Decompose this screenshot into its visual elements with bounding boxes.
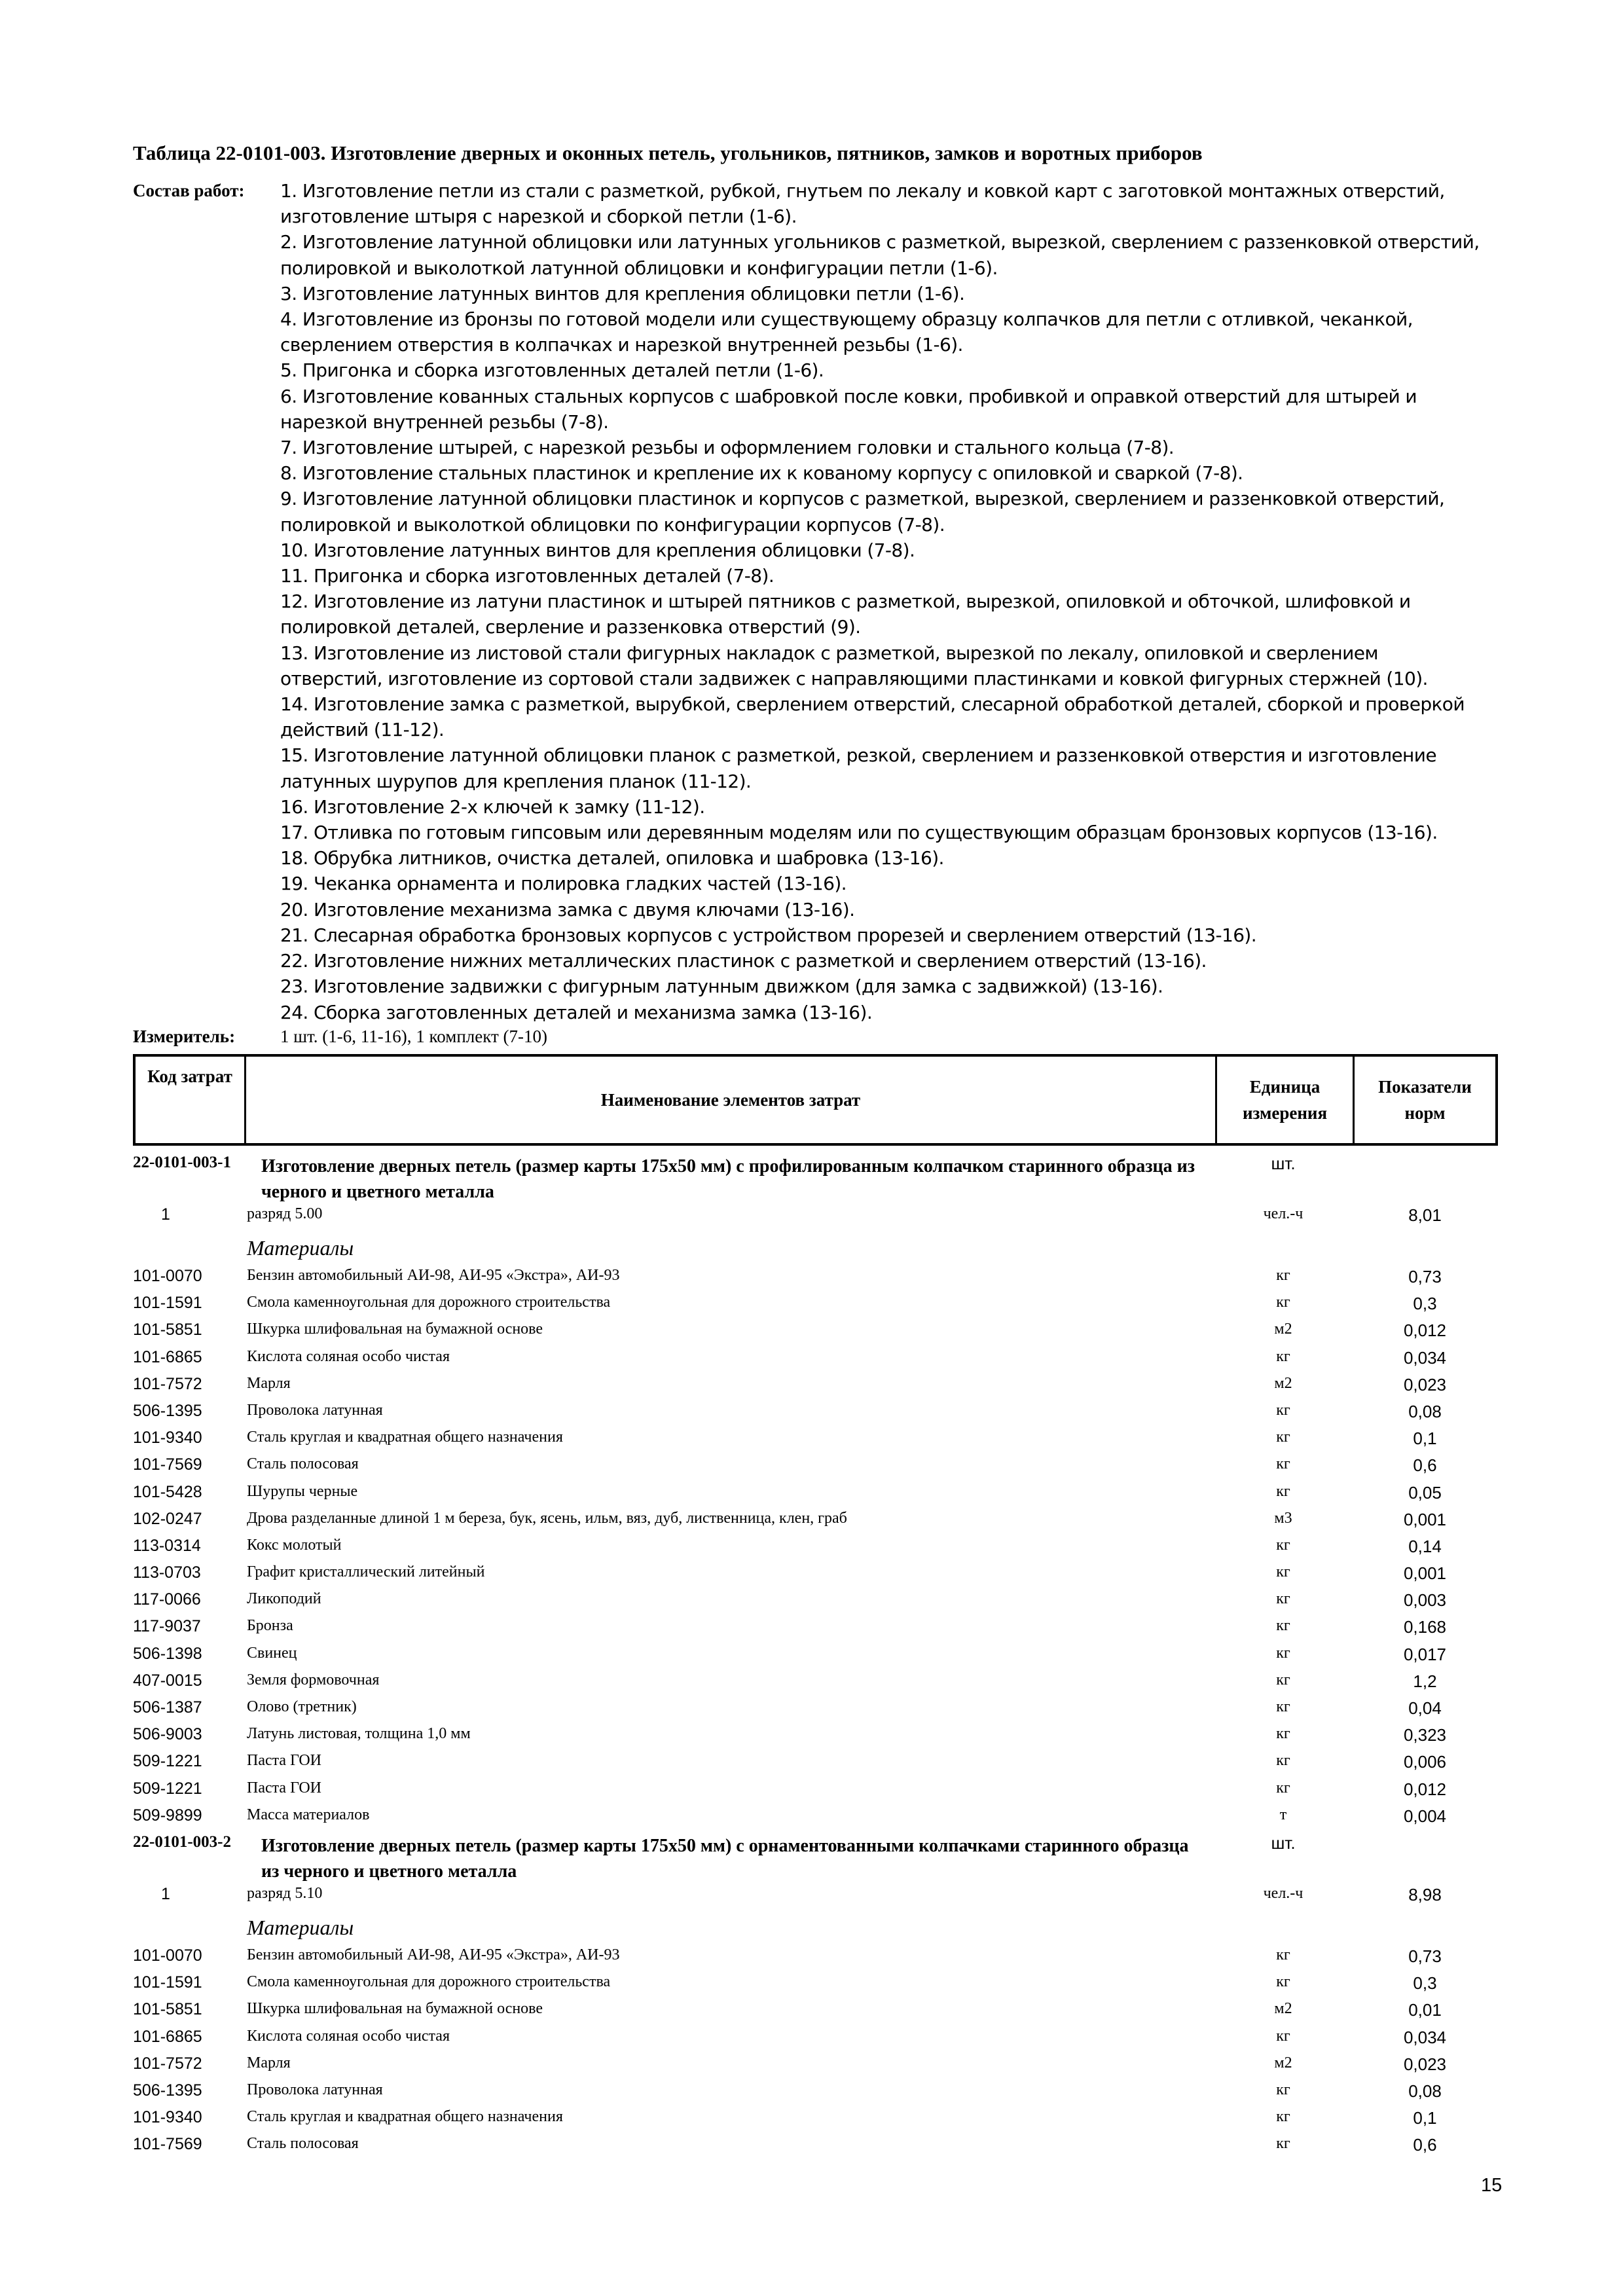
unit-cell: кг <box>1276 1946 1290 1963</box>
norm-value: 0,001 <box>1403 1563 1447 1584</box>
cost-code: 101-1591 <box>133 1973 202 1992</box>
work-item-line: 4. Изготовление из бронзы по готовой модели или существующему образцу колпачков для петли с отливкой, чеканкой, <box>280 308 1413 331</box>
cost-code: 1 <box>161 1884 170 1903</box>
work-item-line: полировкой деталей, сверление и раззенковка отверстий (9). <box>280 616 861 638</box>
cost-code: 506-1395 <box>133 2081 202 2100</box>
cost-name: Кислота соляная особо чистая <box>247 2027 450 2045</box>
table-row <box>133 2135 1498 2162</box>
work-item <box>280 845 1480 871</box>
cost-code: 509-9899 <box>133 1806 202 1825</box>
work-item <box>280 229 1480 280</box>
norm-value: 8,01 <box>1408 1205 1442 1225</box>
work-item <box>280 486 1480 537</box>
unit-cell: кг <box>1276 1347 1290 1365</box>
work-item <box>280 563 1480 589</box>
work-item <box>280 589 1480 640</box>
unit-cell: м2 <box>1274 2054 1292 2071</box>
cost-code: 101-0070 <box>133 1267 202 1285</box>
norm-value: 1,2 <box>1413 1671 1437 1691</box>
norm-value: 0,73 <box>1408 1946 1442 1966</box>
unit-cell: кг <box>1276 1698 1290 1715</box>
work-item-line: 10. Изготовление латунных винтов для крепления облицовки (7-8). <box>280 539 915 561</box>
work-item <box>280 640 1480 691</box>
work-item-line: латунных шурупов для крепления планок (11-12). <box>280 770 752 792</box>
work-item-line: 12. Изготовление из латуни пластинок и штырей пятников с разметкой, вырезкой, опиловкой и обточкой, шлифовкой и <box>280 591 1411 613</box>
cost-name: Кокс молотый <box>247 1536 342 1554</box>
cost-name: Проволока латунная <box>247 2081 383 2098</box>
cost-code: 22-0101-003-1 <box>133 1154 231 1171</box>
cost-code: 101-7569 <box>133 1455 202 1474</box>
work-item <box>280 871 1480 896</box>
table-row <box>133 1375 1498 1402</box>
table-row <box>133 1752 1498 1779</box>
norm-value: 0,6 <box>1413 1455 1437 1476</box>
cost-name: Бронза <box>247 1617 293 1635</box>
unit-cell: кг <box>1276 1401 1290 1419</box>
norm-value: 0,1 <box>1413 2108 1437 2128</box>
norm-value: 0,08 <box>1408 1401 1442 1421</box>
work-item <box>280 538 1480 563</box>
work-item-line: изготовление штыря с нарезкой и сборкой петли (1-6). <box>280 206 797 228</box>
norm-value: 0,3 <box>1413 1294 1437 1314</box>
unit-cell: кг <box>1276 2081 1290 2098</box>
cost-name: Ликоподий <box>247 1590 321 1608</box>
work-item <box>280 1000 1480 1025</box>
unit-cell: кг <box>1276 1779 1290 1796</box>
work-item <box>280 281 1480 306</box>
table-row <box>133 1321 1498 1347</box>
work-item <box>280 922 1480 948</box>
table-row <box>133 1348 1498 1375</box>
cost-code: 22-0101-003-2 <box>133 1832 231 1851</box>
norm-value: 0,3 <box>1413 1973 1437 1994</box>
unit-cell: чел.-ч <box>1263 1884 1304 1902</box>
cost-name: Проволока латунная <box>247 1401 383 1419</box>
cost-name: Шурупы черные <box>247 1482 358 1500</box>
work-item <box>280 460 1480 486</box>
cost-name: Бензин автомобильный АИ-98, АИ-95 «Экстра», АИ-93 <box>247 1267 620 1284</box>
norm-value: 0,08 <box>1408 2081 1442 2101</box>
cost-code: 506-1398 <box>133 1644 202 1663</box>
unit-cell: м2 <box>1274 2000 1292 2018</box>
cost-name: Бензин автомобильный АИ-98, АИ-95 «Экстра», АИ-93 <box>247 1946 620 1963</box>
cost-code: 101-7569 <box>133 2135 202 2154</box>
work-item-line: действий (11-12). <box>280 719 445 741</box>
cost-code: 101-9340 <box>133 2108 202 2127</box>
cost-code: 506-9003 <box>133 1725 202 1744</box>
unit-cell: кг <box>1276 1644 1290 1662</box>
cost-code: 113-0703 <box>133 1563 201 1582</box>
cost-code: 113-0314 <box>133 1536 201 1555</box>
cost-code: 506-1395 <box>133 1401 202 1420</box>
cost-name: Марля <box>247 2054 291 2071</box>
cost-code: 101-6865 <box>133 1347 202 1366</box>
section-row <box>133 1833 1498 1885</box>
table-row <box>133 1617 1498 1644</box>
unit-cell: м2 <box>1274 1374 1292 1392</box>
header-code: Код затрат <box>136 1057 246 1143</box>
table-row <box>133 1973 1498 2000</box>
unit-cell: шт. <box>1271 1154 1296 1173</box>
work-item-line: 11. Пригонка и сборка изготовленных деталей (7-8). <box>280 565 775 587</box>
work-item-line: 20. Изготовление механизма замка с двумя ключами (13-16). <box>280 898 855 920</box>
table-title: Таблица 22-0101-003. Изготовление дверных и оконных петель, угольников, пятников, замков и воротных приборов <box>133 141 1203 164</box>
norm-value: 0,003 <box>1403 1590 1447 1611</box>
unit-cell: кг <box>1276 1267 1290 1284</box>
cost-name: Сталь полосовая <box>247 1455 359 1473</box>
works-list <box>280 178 1480 1025</box>
norm-value: 0,034 <box>1403 1347 1447 1368</box>
materials-heading-row <box>133 1236 1498 1267</box>
norm-value: 0,01 <box>1408 2000 1442 2020</box>
cost-code: 101-0070 <box>133 1946 202 1965</box>
cost-code: 101-7572 <box>133 2054 202 2073</box>
table-row <box>133 1671 1498 1698</box>
cost-name: Смола каменноугольная для дорожного строительства <box>247 1294 611 1311</box>
cost-code: 509-1221 <box>133 1752 202 1771</box>
work-item <box>280 357 1480 383</box>
work-item-line: 7. Изготовление штырей, с нарезкой резьбы и оформлением головки и стального кольца (7-8). <box>280 437 1175 459</box>
unit-cell: кг <box>1276 1294 1290 1311</box>
work-item-line: 24. Сборка заготовленных деталей и механизма замка (13-16). <box>280 1001 873 1023</box>
work-item-line: 16. Изготовление 2-х ключей к замку (11-12). <box>280 795 705 818</box>
cost-name: Сталь полосовая <box>247 2135 359 2153</box>
unit-cell: т <box>1279 1806 1287 1823</box>
cost-code: 101-5851 <box>133 1321 202 1339</box>
cost-name: Шкурка шлифовальная на бумажной основе <box>247 1321 543 1338</box>
cost-code: 101-5428 <box>133 1482 202 1501</box>
work-item-line: сверлением отверстия в колпачках и нарезкой внутренней резьбы (1-6). <box>280 334 963 356</box>
unit-cell: кг <box>1276 1429 1290 1446</box>
norm-value: 0,034 <box>1403 2027 1447 2047</box>
norm-value: 0,012 <box>1403 1321 1447 1341</box>
norm-value: 0,168 <box>1403 1617 1447 1637</box>
work-item-line: отверстий, изготовление из сортовой стали задвижек с направляющими пластинками и ковкой фигурных стержней (10). <box>280 667 1428 689</box>
cost-name: Изготовление дверных петель (размер карты 175x50 мм) с орнаментованными колпачками старинного образца из черного и цветного металла <box>261 1835 1189 1882</box>
table-row <box>133 2081 1498 2108</box>
cost-code: 102-0247 <box>133 1509 202 1528</box>
unit-cell: кг <box>1276 1590 1290 1608</box>
work-item <box>280 948 1480 974</box>
work-item <box>280 820 1480 845</box>
work-item-line: 22. Изготовление нижних металлических пластинок с разметкой и сверлением отверстий (13-16). <box>280 950 1207 972</box>
unit-cell: кг <box>1276 2135 1290 2153</box>
work-item-line: 2. Изготовление латунной облицовки или латунных угольников с разметкой, вырезкой, сверлением с раззенковкой отверстий, <box>280 231 1480 253</box>
norm-value: 0,012 <box>1403 1779 1447 1799</box>
work-item-line: 8. Изготовление стальных пластинок и крепление их к кованому корпусу с опиловкой и сваркой (7-8). <box>280 462 1243 484</box>
cost-name: Паста ГОИ <box>247 1779 322 1796</box>
norm-value: 0,017 <box>1403 1644 1447 1664</box>
unit-cell: кг <box>1276 1671 1290 1688</box>
table-row <box>133 1510 1498 1537</box>
norm-value: 0,1 <box>1413 1429 1437 1449</box>
unit-cell: кг <box>1276 1725 1290 1743</box>
norm-value: 0,004 <box>1403 1806 1447 1826</box>
cost-name: Изготовление дверных петель (размер карты 175x50 мм) с профилированным колпачком старинного образца из черного и цветного металла <box>261 1156 1195 1202</box>
work-item <box>280 691 1480 742</box>
table-row <box>133 1455 1498 1482</box>
cost-name: Земля формовочная <box>247 1671 380 1688</box>
norm-value: 0,001 <box>1403 1509 1447 1529</box>
meter-label: Измеритель: <box>133 1027 236 1046</box>
meter-value: 1 шт. (1-6, 11-16), 1 комплект (7-10) <box>280 1027 548 1046</box>
table-row <box>133 1885 1498 1916</box>
norm-value: 0,73 <box>1408 1267 1442 1286</box>
norm-value: 0,05 <box>1408 1482 1442 1503</box>
table-row <box>133 1402 1498 1429</box>
table-row <box>133 1267 1498 1294</box>
table-row <box>133 1563 1498 1590</box>
norm-value: 0,04 <box>1408 1698 1442 1718</box>
work-item <box>280 794 1480 820</box>
unit-cell: кг <box>1276 1617 1290 1635</box>
table-row <box>133 1483 1498 1510</box>
unit-cell: кг <box>1276 1482 1290 1500</box>
cost-name: разряд 5.00 <box>247 1205 323 1222</box>
cost-name: Графит кристаллический литейный <box>247 1563 485 1581</box>
work-item-line: 9. Изготовление латунной облицовки пластинок и корпусов с разметкой, вырезкой, сверлением и раззенковкой отверстий, <box>280 488 1445 510</box>
header-name: Наименование элементов затрат <box>246 1057 1217 1143</box>
cost-name: Материалы <box>247 1915 354 1939</box>
cost-code: 101-9340 <box>133 1429 202 1448</box>
page-number: 15 <box>1481 2175 1503 2196</box>
unit-cell: м2 <box>1274 1321 1292 1338</box>
work-item-line: полировкой и выколоткой облицовки по конфигурации корпусов (7-8). <box>280 513 945 536</box>
work-item <box>280 306 1480 357</box>
norm-value: 0,006 <box>1403 1752 1447 1772</box>
cost-code: 407-0015 <box>133 1671 202 1690</box>
unit-cell: чел.-ч <box>1263 1205 1304 1222</box>
work-item <box>280 974 1480 999</box>
cost-name: Сталь круглая и квадратная общего назначения <box>247 1429 563 1446</box>
norm-value: 0,323 <box>1403 1725 1447 1745</box>
work-item-line: 19. Чеканка орнамента и полировка гладких частей (13-16). <box>280 873 847 895</box>
cost-name: Свинец <box>247 1644 297 1662</box>
table-header <box>133 1054 1498 1146</box>
table-row <box>133 1725 1498 1752</box>
table-row <box>133 1946 1498 1973</box>
table-row <box>133 1698 1498 1725</box>
unit-cell: м3 <box>1274 1509 1292 1527</box>
unit-cell: кг <box>1276 1455 1290 1473</box>
unit-cell: кг <box>1276 1973 1290 1991</box>
table-row <box>133 2108 1498 2135</box>
cost-name: Марля <box>247 1374 291 1392</box>
unit-cell: кг <box>1276 1752 1290 1770</box>
cost-code: 506-1387 <box>133 1698 202 1717</box>
work-item-line: 21. Слесарная обработка бронзовых корпусов с устройством прорезей и сверлением отверстий (13-16). <box>280 924 1257 946</box>
unit-cell: кг <box>1276 2108 1290 2126</box>
work-item-line: 18. Обрубка литников, очистка деталей, опиловка и шабровка (13-16). <box>280 847 944 869</box>
works-label: Состав работ: <box>133 181 245 200</box>
cost-name: Сталь круглая и квадратная общего назначения <box>247 2108 563 2126</box>
work-item-line: 23. Изготовление задвижки с фигурным латунным движком (для замка с задвижкой) (13-16). <box>280 975 1163 998</box>
table-row <box>133 1294 1498 1321</box>
norm-value: 0,023 <box>1403 2054 1447 2074</box>
norm-value: 0,023 <box>1403 1374 1447 1394</box>
unit-cell: кг <box>1276 1563 1290 1581</box>
work-item <box>280 178 1480 229</box>
materials-heading-row <box>133 1916 1498 1946</box>
table-row <box>133 1205 1498 1236</box>
cost-code: 117-9037 <box>133 1617 201 1636</box>
work-item <box>280 384 1480 435</box>
table-row <box>133 2000 1498 2027</box>
cost-code: 509-1221 <box>133 1779 202 1798</box>
table-row <box>133 2054 1498 2081</box>
header-value: Показатели норм <box>1378 1077 1472 1123</box>
table-row <box>133 1590 1498 1617</box>
cost-code: 101-5851 <box>133 2000 202 2019</box>
cost-name: Масса материалов <box>247 1806 370 1823</box>
cost-code: 1 <box>161 1205 170 1224</box>
cost-name: Смола каменноугольная для дорожного строительства <box>247 1973 611 1991</box>
table-row <box>133 1806 1498 1833</box>
norm-value: 0,14 <box>1408 1536 1442 1556</box>
unit-cell: шт. <box>1271 1832 1296 1853</box>
work-item-line: 6. Изготовление кованных стальных корпусов с шабровкой после ковки, пробивкой и оправкой отверстий для штырей и <box>280 385 1417 407</box>
cost-name: разряд 5.10 <box>247 1884 323 1902</box>
cost-name: Паста ГОИ <box>247 1752 322 1770</box>
cost-name: Шкурка шлифовальная на бумажной основе <box>247 2000 543 2018</box>
table-row <box>133 2028 1498 2054</box>
norm-value: 8,98 <box>1408 1884 1442 1904</box>
work-item-line: 17. Отливка по готовым гипсовым или деревянным моделям или по существующим образцам бронзовых корпусов (13-16). <box>280 822 1438 844</box>
unit-cell: кг <box>1276 2027 1290 2045</box>
section-row <box>133 1154 1498 1205</box>
cost-name: Кислота соляная особо чистая <box>247 1347 450 1365</box>
table-row <box>133 1779 1498 1806</box>
cost-code: 101-7572 <box>133 1374 202 1393</box>
work-item-line: 5. Пригонка и сборка изготовленных деталей петли (1-6). <box>280 359 824 382</box>
header-unit: Единица измерения <box>1217 1057 1355 1143</box>
work-item <box>280 742 1480 793</box>
work-item <box>280 435 1480 460</box>
table-row <box>133 1537 1498 1563</box>
work-item-line: полировкой и выколоткой латунной облицовки и конфигурации петли (1-6). <box>280 257 998 279</box>
cost-code: 117-0066 <box>133 1590 201 1609</box>
table-row <box>133 1645 1498 1671</box>
cost-name: Олово (третник) <box>247 1698 357 1715</box>
cost-name: Латунь листовая, толщина 1,0 мм <box>247 1725 471 1743</box>
norm-value: 0,6 <box>1413 2135 1437 2155</box>
cost-name: Дрова разделанные длиной 1 м береза, бук, ясень, ильм, вяз, дуб, лиственница, клен, граб <box>247 1509 847 1527</box>
work-item-line: 15. Изготовление латунной облицовки планок с разметкой, резкой, сверлением и раззенковкой отверстия и изготовление <box>280 744 1436 767</box>
unit-cell: кг <box>1276 1536 1290 1554</box>
work-item <box>280 897 1480 922</box>
cost-code: 101-1591 <box>133 1294 202 1313</box>
table-body <box>133 1154 1498 2162</box>
cost-code: 101-6865 <box>133 2027 202 2046</box>
work-item-line: 3. Изготовление латунных винтов для крепления облицовки петли (1-6). <box>280 282 965 304</box>
cost-name: Материалы <box>247 1236 354 1260</box>
work-item-line: нарезкой внутренней резьбы (7-8). <box>280 410 609 433</box>
work-item-line: 13. Изготовление из листовой стали фигурных накладок с разметкой, вырезкой по лекалу, опиловкой и сверлением <box>280 642 1378 664</box>
work-item-line: 1. Изготовление петли из стали с разметкой, рубкой, гнутьем по лекалу и ковкой карт с заготовкой монтажных отверстий, <box>280 180 1445 202</box>
work-item-line: 14. Изготовление замка с разметкой, вырубкой, сверлением отверстий, слесарной обработкой деталей, сборкой и проверкой <box>280 693 1465 716</box>
table-row <box>133 1429 1498 1455</box>
